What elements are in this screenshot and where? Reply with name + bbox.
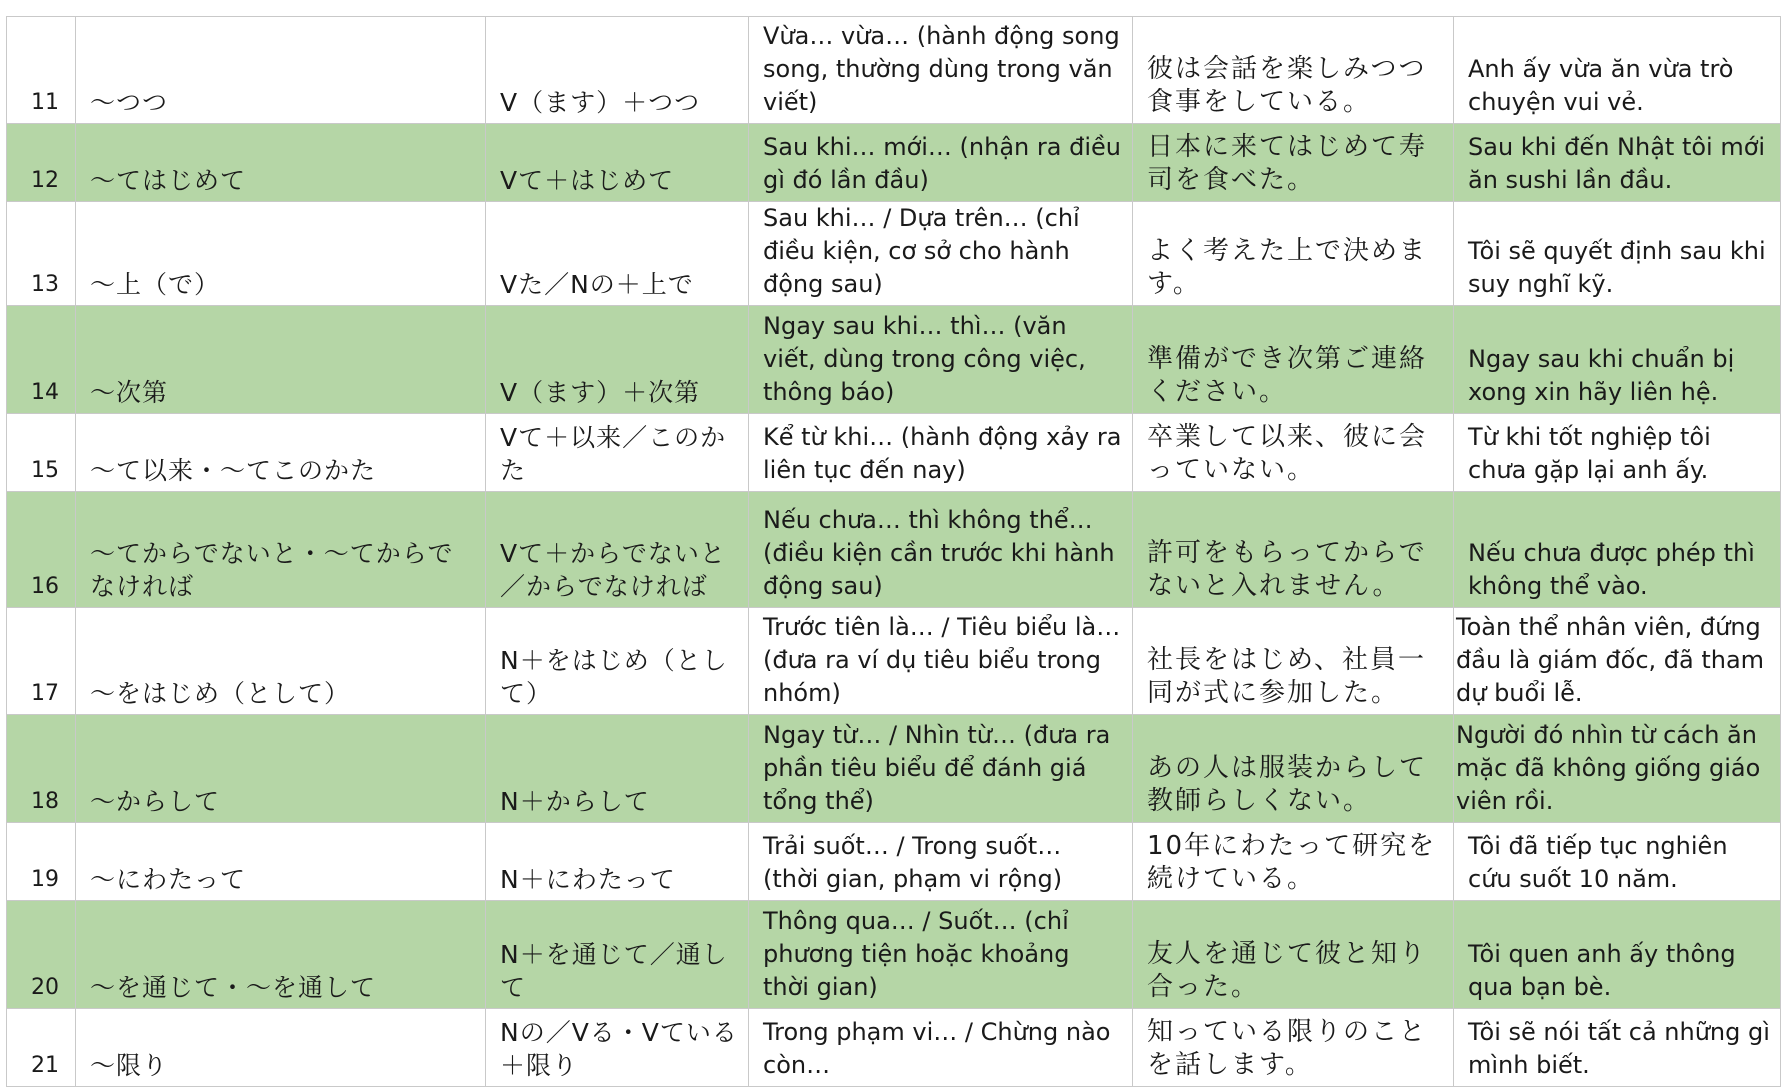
grammar-form: Nの／Vる・Vている＋限り [486, 1009, 749, 1087]
grammar-form: V（ます）＋つつ [486, 17, 749, 124]
grammar-pattern: ～限り [76, 1009, 486, 1087]
grammar-form: Vて＋はじめて [486, 124, 749, 202]
example-sentence: 友人を通じて彼と知り合った。 [1133, 901, 1454, 1009]
grammar-form: Vて＋以来／このかた [486, 414, 749, 492]
example-sentence: 日本に来てはじめて寿司を食べた。 [1133, 124, 1454, 202]
example-sentence: 彼は会話を楽しみつつ食事をしている。 [1133, 17, 1454, 124]
grammar-pattern: ～てはじめて [76, 124, 486, 202]
table-row [7, 715, 1781, 823]
example-translation: Từ khi tốt nghiệp tôi chưa gặp lại anh ấy. [1454, 414, 1781, 492]
row-number: 20 [7, 901, 76, 1009]
grammar-meaning: Trải suốt… / Trong suốt… (thời gian, phạm vi rộng) [749, 823, 1133, 901]
example-translation: Người đó nhìn từ cách ăn mặc đã không giống giáo viên rồi. [1454, 715, 1781, 823]
row-number: 15 [7, 414, 76, 492]
grammar-form: Vて＋からでないと／からでなければ [486, 492, 749, 608]
grammar-pattern: ～を通じて・～を通して [76, 901, 486, 1009]
row-number: 14 [7, 306, 76, 414]
row-number: 21 [7, 1009, 76, 1087]
example-sentence: 許可をもらってからでないと入れません。 [1133, 492, 1454, 608]
grammar-pattern: ～をはじめ（として） [76, 608, 486, 715]
example-translation: Tôi sẽ nói tất cả những gì mình biết. [1454, 1009, 1781, 1087]
example-translation: Tôi quen anh ấy thông qua bạn bè. [1454, 901, 1781, 1009]
row-number: 11 [7, 17, 76, 124]
example-sentence: 卒業して以来、彼に会っていない。 [1133, 414, 1454, 492]
example-sentence: 準備ができ次第ご連絡ください。 [1133, 306, 1454, 414]
grammar-pattern: ～上（で） [76, 202, 486, 306]
grammar-meaning: Vừa… vừa… (hành động song song, thường dùng trong văn viết) [749, 17, 1133, 124]
grammar-form: N＋にわたって [486, 823, 749, 901]
table-row [7, 823, 1781, 901]
row-number: 13 [7, 202, 76, 306]
grammar-form: N＋をはじめ（として） [486, 608, 749, 715]
grammar-pattern: ～にわたって [76, 823, 486, 901]
grammar-form: N＋を通じて／通して [486, 901, 749, 1009]
example-translation: Sau khi đến Nhật tôi mới ăn sushi lần đầu. [1454, 124, 1781, 202]
example-sentence: あの人は服装からして教師らしくない。 [1133, 715, 1454, 823]
example-translation: Anh ấy vừa ăn vừa trò chuyện vui vẻ. [1454, 17, 1781, 124]
grammar-meaning: Ngay từ… / Nhìn từ… (đưa ra phần tiêu biểu để đánh giá tổng thể) [749, 715, 1133, 823]
row-number: 17 [7, 608, 76, 715]
grammar-pattern: ～次第 [76, 306, 486, 414]
grammar-meaning: Sau khi… / Dựa trên… (chỉ điều kiện, cơ sở cho hành động sau) [749, 202, 1133, 306]
grammar-table [6, 16, 1781, 1087]
grammar-meaning: Ngay sau khi… thì… (văn viết, dùng trong công việc, thông báo) [749, 306, 1133, 414]
grammar-pattern: ～て以来・～てこのかた [76, 414, 486, 492]
example-translation: Tôi sẽ quyết định sau khi suy nghĩ kỹ. [1454, 202, 1781, 306]
grammar-form: V（ます）＋次第 [486, 306, 749, 414]
example-translation: Nếu chưa được phép thì không thể vào. [1454, 492, 1781, 608]
grammar-meaning: Thông qua… / Suốt… (chỉ phương tiện hoặc khoảng thời gian) [749, 901, 1133, 1009]
grammar-meaning: Trước tiên là… / Tiêu biểu là… (đưa ra ví dụ tiêu biểu trong nhóm) [749, 608, 1133, 715]
row-number: 16 [7, 492, 76, 608]
grammar-meaning: Trong phạm vi… / Chừng nào còn… [749, 1009, 1133, 1087]
table-row [7, 608, 1781, 715]
example-translation: Ngay sau khi chuẩn bị xong xin hãy liên hệ. [1454, 306, 1781, 414]
grammar-pattern: ～てからでないと・～てからでなければ [76, 492, 486, 608]
table-row [7, 1009, 1781, 1087]
table-row [7, 306, 1781, 414]
grammar-pattern: ～つつ [76, 17, 486, 124]
grammar-form: N＋からして [486, 715, 749, 823]
table-row [7, 492, 1781, 608]
example-sentence: よく考えた上で決めます。 [1133, 202, 1454, 306]
example-sentence: 10年にわたって研究を続けている。 [1133, 823, 1454, 901]
table-row [7, 901, 1781, 1009]
grammar-meaning: Nếu chưa… thì không thể… (điều kiện cần trước khi hành động sau) [749, 492, 1133, 608]
table-row [7, 124, 1781, 202]
row-number: 12 [7, 124, 76, 202]
example-translation: Toàn thể nhân viên, đứng đầu là giám đốc, đã tham dự buổi lễ. [1454, 608, 1781, 715]
row-number: 19 [7, 823, 76, 901]
grammar-meaning: Sau khi… mới… (nhận ra điều gì đó lần đầu) [749, 124, 1133, 202]
grammar-pattern: ～からして [76, 715, 486, 823]
row-number: 18 [7, 715, 76, 823]
example-sentence: 社長をはじめ、社員一同が式に参加した。 [1133, 608, 1454, 715]
grammar-form: Vた／Nの＋上で [486, 202, 749, 306]
table-row [7, 17, 1781, 124]
table-row [7, 202, 1781, 306]
example-sentence: 知っている限りのことを話します。 [1133, 1009, 1454, 1087]
example-translation: Tôi đã tiếp tục nghiên cứu suốt 10 năm. [1454, 823, 1781, 901]
grammar-table-sheet [6, 16, 1780, 1087]
grammar-meaning: Kể từ khi… (hành động xảy ra liên tục đến nay) [749, 414, 1133, 492]
table-row [7, 414, 1781, 492]
